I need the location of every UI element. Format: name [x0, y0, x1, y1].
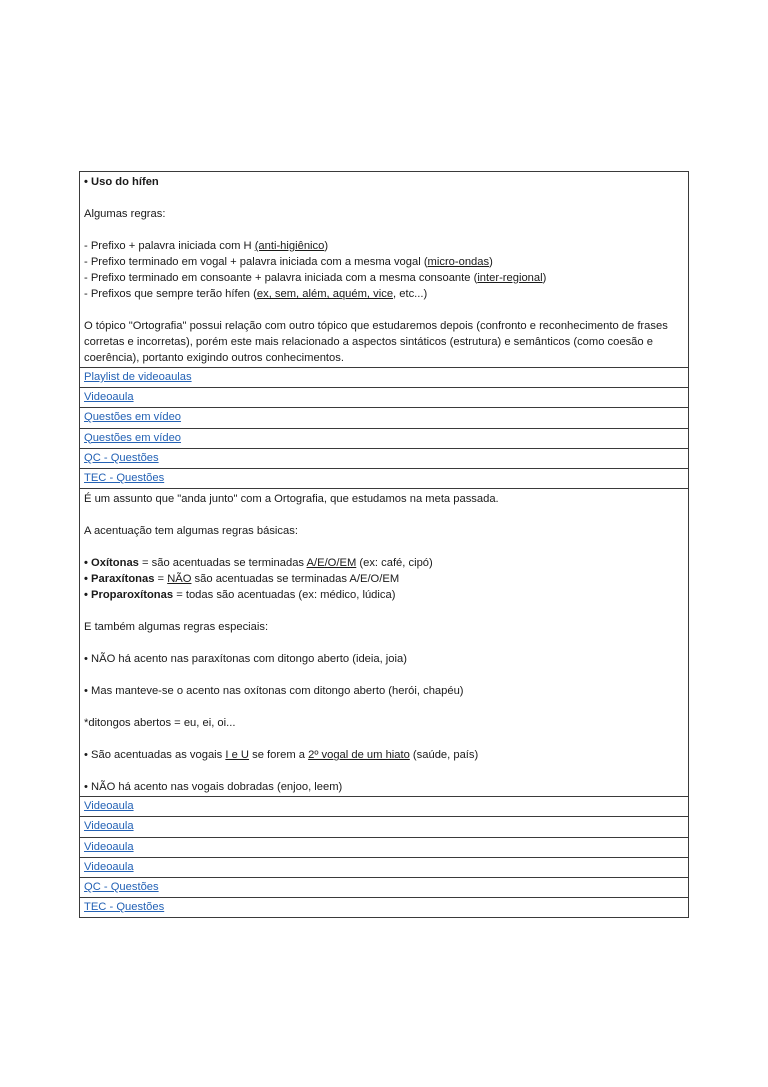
rule-proparoxitonas: • Proparoxítonas = todas são acentuadas (ex: médico, lúdica) — [84, 589, 396, 602]
tec-questions-link[interactable]: TEC - Questões — [84, 471, 165, 484]
special-rule: • São acentuadas as vogais I e U se forem a 2º vogal de um hiato (saúde, país) — [84, 749, 479, 762]
special-rule: • NÃO há acento nas paraxítonas com ditongo aberto (ideia, joia) — [84, 653, 407, 666]
link-row — [80, 448, 688, 468]
qc-questions-link[interactable]: QC - Questões — [84, 880, 159, 893]
link-row — [80, 387, 688, 407]
diphthong-note: *ditongos abertos = eu, ei, oi... — [84, 717, 236, 730]
rule-item: - Prefixo + palavra iniciada com H (anti-higiênico) — [84, 240, 329, 252]
hyphen-rules-cell — [80, 172, 688, 367]
orthography-paragraph: O tópico "Ortografia" possui relação com outro tópico que estudaremos depois (confronto e reconhecimento de frases corretas e incorretas), porém este mais relacionado a aspectos sintáticos (estrutura) e semânticos (como coesão e coerência), portanto exigindo outros conhecimentos. — [84, 320, 668, 364]
questions-video-link[interactable]: Questões em vídeo — [84, 431, 182, 444]
special-rule: • Mas manteve-se o acento nas oxítonas com ditongo aberto (herói, chapéu) — [84, 685, 464, 698]
videoaula-link[interactable]: Videoaula — [84, 860, 134, 873]
rule-item: - Prefixo terminado em vogal + palavra iniciada com a mesma vogal (micro-ondas) — [84, 256, 493, 268]
rule-item: - Prefixos que sempre terão hífen (ex, sem, além, aquém, vice, etc...) — [84, 288, 428, 300]
playlist-link[interactable]: Playlist de videoaulas — [84, 371, 192, 383]
videoaula-link[interactable]: Videoaula — [84, 820, 134, 833]
rule-paroxitonas: • Paraxítonas = NÃO são acentuadas se terminadas A/E/O/EM — [84, 573, 400, 586]
tec-questions-link[interactable]: TEC - Questões — [84, 901, 165, 914]
link-row — [80, 877, 688, 897]
link-row — [80, 796, 688, 816]
link-row — [80, 468, 688, 488]
qc-questions-link[interactable]: QC - Questões — [84, 451, 159, 464]
special-rules-title: E também algumas regras especiais: — [84, 621, 269, 634]
link-row — [80, 857, 688, 877]
videoaula-link[interactable]: Videoaula — [84, 391, 134, 404]
link-row — [80, 897, 688, 917]
link-row — [80, 367, 688, 387]
link-row — [80, 816, 688, 836]
study-plan-table — [79, 171, 689, 918]
videoaula-link[interactable]: Videoaula — [84, 840, 134, 853]
section-heading: • Uso do hífen — [84, 176, 159, 188]
videoaula-link[interactable]: Videoaula — [84, 800, 134, 813]
accentuation-intro: É um assunto que "anda junto" com a Ortografia, que estudamos na meta passada. — [84, 493, 499, 506]
basic-rules-title: A acentuação tem algumas regras básicas: — [84, 525, 298, 538]
special-rule: • NÃO há acento nas vogais dobradas (enjoo, leem) — [84, 781, 343, 794]
accentuation-cell — [80, 488, 688, 796]
rules-intro: Algumas regras: — [84, 208, 166, 220]
questions-video-link[interactable]: Questões em vídeo — [84, 411, 182, 424]
link-row — [80, 428, 688, 448]
rule-item: - Prefixo terminado em consoante + palavra iniciada com a mesma consoante (inter-regional) — [84, 272, 547, 284]
link-row — [80, 407, 688, 427]
link-row — [80, 837, 688, 857]
rule-oxitonas: • Oxítonas = são acentuadas se terminadas A/E/O/EM (ex: café, cipó) — [84, 557, 433, 570]
